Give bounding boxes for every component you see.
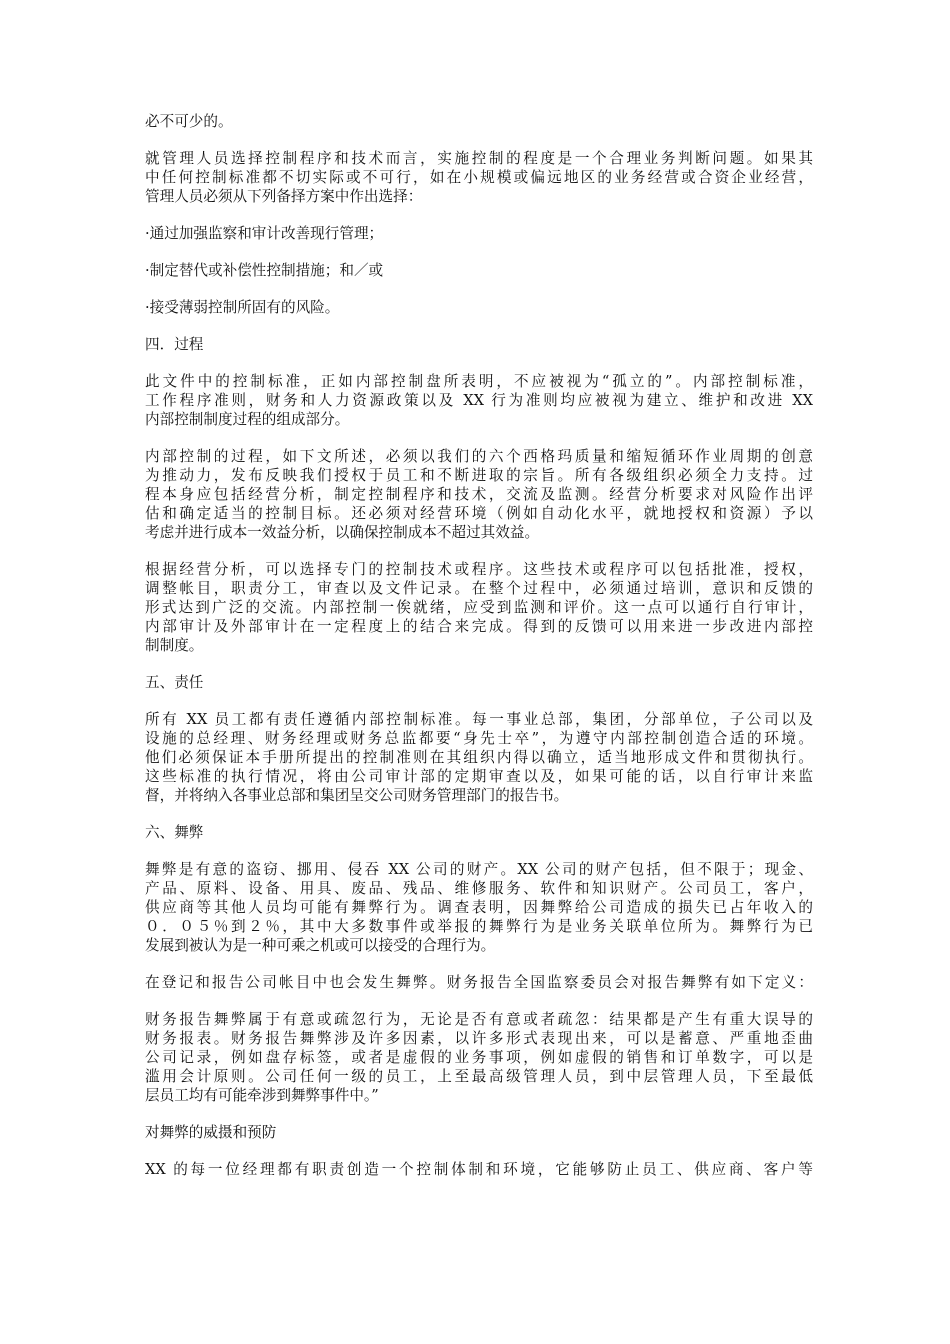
text-line: 财务报表。财务报告舞弊涉及许多因素，以许多形式表现出来，可以是蓄意、严重地歪曲 xyxy=(145,1030,813,1047)
paragraph-manager-duty xyxy=(145,1160,813,1179)
text-line: ０．０５％到２％，其中大多数事件或举报的舞弊行为是业务关联单位所为。舞弊行为已 xyxy=(145,918,813,935)
section-heading-process xyxy=(145,335,813,354)
text-line: 形式达到广泛的交流。内部控制一俟就绪，应受到监测和评价。这一点可以通行自行审计， xyxy=(145,599,813,616)
text-line: 供应商等其他人员均可能有舞弊行为。调查表明，因舞弊给公司造成的损失已占年收入的 xyxy=(145,899,813,916)
bullet-item xyxy=(145,224,813,243)
paragraph-opening-fragment xyxy=(145,112,813,131)
text-line: 层员工均有可能牵涉到舞弊事件中。” xyxy=(145,1087,379,1104)
heading-text: 四．过程 xyxy=(145,336,204,353)
text-line: ·接受薄弱控制所固有的风险。 xyxy=(145,299,340,316)
text-line: 考虑并进行成本一效益分析，以确保控制成本不超过其效益。 xyxy=(145,524,540,541)
bullet-item xyxy=(145,261,813,280)
text-line: 中任何控制标准都不切实际或不可行，如在小规模或偏远地区的业务经营或合资企业经营， xyxy=(145,169,813,186)
section-heading-fraud xyxy=(145,823,813,842)
heading-text: 六、舞弊 xyxy=(145,824,204,841)
text-line: 调整帐目，职责分工，审查以及文件记录。在整个过程中，必须通过培训，意识和反馈的 xyxy=(145,580,813,597)
paragraph-financial-reporting-fraud xyxy=(145,1010,813,1105)
paragraph-fraud-definition xyxy=(145,860,813,955)
text-line: 内部审计及外部审计在一定程度上的结合来完成。得到的反馈可以用来进一步改进内部控 xyxy=(145,618,813,635)
text-line: ·制定替代或补偿性控制措施；和／或 xyxy=(145,262,384,279)
text-line: 管理人员必须从下列备择方案中作出选择： xyxy=(145,188,423,205)
text-line: 内部控制制度过程的组成部分。 xyxy=(145,411,350,428)
text-line: 根据经营分析，可以选择专门的控制技术或程序。这些技术或程序可以包括批准，授权， xyxy=(145,561,813,578)
paragraph-responsibility xyxy=(145,710,813,805)
document-body xyxy=(145,112,813,1197)
text-line: 督，并将纳入各事业总部和集团呈交公司财务管理部门的报告书。 xyxy=(145,787,569,804)
text-line: 滥用会计原则。公司任何一级的员工，上至最高级管理人员，到中层管理人员，下至最低 xyxy=(145,1068,813,1085)
text-line: ·通过加强监察和审计改善现行管理； xyxy=(145,225,384,242)
text-line: 估和确定适当的控制目标。还必须对经营环境（例如自动化水平，就地授权和资源）予以 xyxy=(145,505,813,522)
subheading-deterrence-prevention xyxy=(145,1123,813,1142)
text-line: 所有 XX 员工都有责任遵循内部控制标准。每一事业总部，集团，分部单位，子公司以及 xyxy=(145,711,813,728)
text-line: 制制度。 xyxy=(145,637,204,654)
heading-text: 对舞弊的威摄和预防 xyxy=(145,1124,277,1141)
text-line: 公司记录，例如盘存标签，或者是虚假的业务事项，例如虚假的销售和订单数字，可以是 xyxy=(145,1049,813,1066)
text-line: 内部控制的过程，如下文所述，必须以我们的六个西格玛质量和缩短循环作业周期的创意 xyxy=(145,448,813,465)
text-line: 为推动力，发布反映我们授权于员工和不断进取的宗旨。所有各级组织必须全力支持。过 xyxy=(145,467,813,484)
text-line: 工作程序准则，财务和人力资源政策以及 XX 行为准则均应被视为建立、维护和改进 XX xyxy=(145,392,813,409)
text-line: 就管理人员选择控制程序和技术而言，实施控制的程度是一个合理业务判断问题。如果其 xyxy=(145,150,813,167)
paragraph-business-analysis xyxy=(145,560,813,655)
text-line: 他们必须保证本手册所提出的控制准则在其组织内得以确立，适当地形成文件和贯彻执行。 xyxy=(145,749,813,766)
text-line: 设施的总经理、财务经理或财务总监都要“身先士卒”，为遵守内部控制创造合适的环境。 xyxy=(145,730,813,747)
text-line: 此文件中的控制标准，正如内部控制盘所表明，不应被视为“孤立的”。内部控制标准， xyxy=(145,373,813,390)
text-line: 舞弊是有意的盗窃、挪用、侵吞 XX 公司的财产。XX 公司的财产包括，但不限于；现金、 xyxy=(145,861,813,878)
bullet-item xyxy=(145,298,813,317)
paragraph-control-standards xyxy=(145,372,813,429)
text-line: 在登记和报告公司帐目中也会发生舞弊。财务报告全国监察委员会对报告舞弊有如下定义： xyxy=(145,974,813,991)
text-line: 程本身应包括经营分析，制定控制程序和技术，交流及监测。经营分析要求对风险作出评 xyxy=(145,486,813,503)
heading-text: 五、责任 xyxy=(145,674,204,691)
text-line: XX 的每一位经理都有职责创造一个控制体制和环境，它能够防止员工、供应商、客户等 xyxy=(145,1161,813,1178)
paragraph-control-judgment xyxy=(145,149,813,206)
text-line: 产品、原料、设备、用具、废品、残品、维修服务、软件和知识财产。公司员工，客户， xyxy=(145,880,813,897)
paragraph-reporting-fraud xyxy=(145,973,813,992)
text-line: 必不可少的。 xyxy=(145,113,233,130)
paragraph-control-process xyxy=(145,447,813,542)
text-line: 财务报告舞弊属于有意或疏忽行为，无论是否有意或者疏忽：结果都是产生有重大误导的 xyxy=(145,1011,813,1028)
text-line: 这些标准的执行情况，将由公司审计部的定期审查以及，如果可能的话，以自行审计来监 xyxy=(145,768,813,785)
section-heading-responsibility xyxy=(145,673,813,692)
text-line: 发展到被认为是一种可乘之机或可以接受的合理行为。 xyxy=(145,937,496,954)
